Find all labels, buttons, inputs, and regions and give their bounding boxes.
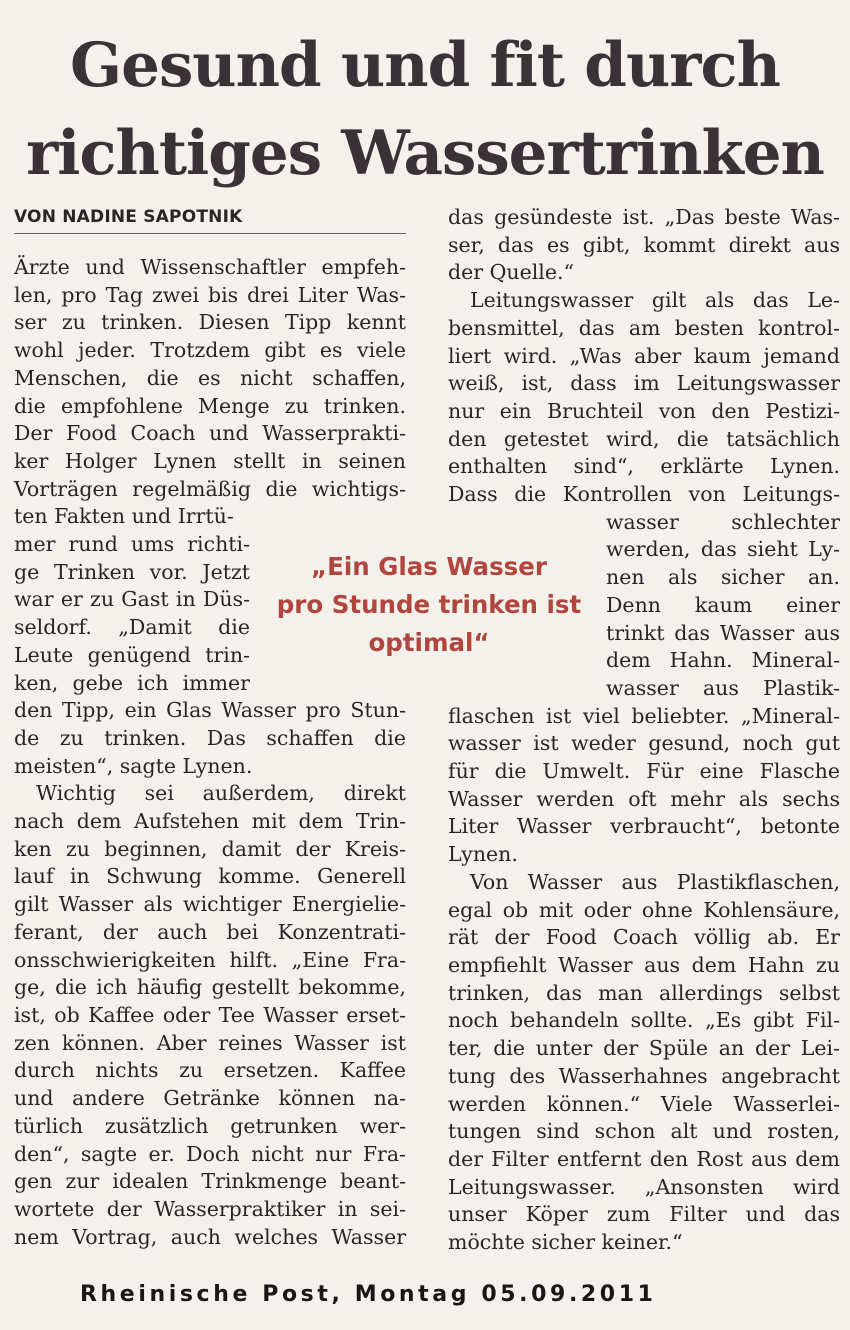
pull-quote-line: pro Stunde trinken ist [276, 590, 582, 619]
text-line: Der Food Coach und Wasserprakti- [14, 421, 406, 446]
text-line: nem Vortrag, auch welches Wasser [14, 1224, 406, 1249]
pull-quote [272, 548, 586, 662]
text-line: ker Holger Lynen stellt in seinen [14, 448, 406, 473]
text-line: trinken, das man allerdings selbst [448, 980, 840, 1005]
text-line: werden, das sieht Ly- [606, 537, 840, 562]
text-line: Leitungswasser gilt als das Le- [470, 288, 840, 313]
headline-line: richtiges Wassertrinken [26, 118, 824, 189]
text-line: durch nichts zu ersetzen. Kaffee [14, 1058, 406, 1083]
text-line: Leitungswasser. „Ansonsten wird [448, 1174, 840, 1199]
text-line: Wasser werden oft mehr als sechs [448, 786, 840, 811]
pull-quote-line: optimal“ [368, 628, 490, 657]
text-line: dem Hahn. Mineral- [606, 648, 840, 673]
text-line: ken zu beginnen, damit der Kreis- [14, 836, 406, 861]
text-line: den getestet wird, die tatsächlich [448, 426, 840, 451]
source-caption: Rheinische Post, Montag 05.09.2011 [80, 1282, 657, 1307]
text-line: Von Wasser aus Plastikflaschen, [470, 869, 840, 894]
text-line: Liter Wasser verbraucht“, betonte [448, 814, 840, 839]
text-line: ge, die ich häufig gestellt bekomme, [14, 975, 406, 1000]
text-line: tungen sind schon alt und rosten, [448, 1119, 840, 1144]
text-line: ten Fakten und Irrtü- [14, 504, 234, 529]
text-line: wortete der Wasserpraktiker in sei- [14, 1196, 406, 1221]
text-line: den“, sagte er. Doch nicht nur Fra- [14, 1141, 406, 1166]
text-line: enthalten sind“, erklärte Lynen. [448, 454, 840, 479]
text-line: wasser ist weder gesund, noch gut [448, 731, 840, 756]
text-line: zen können. Aber reines Wasser ist [14, 1030, 406, 1055]
text-line: gen zur idealen Trinkmenge beant- [14, 1169, 406, 1194]
text-line: war er zu Gast in Düs- [14, 587, 250, 612]
text-line: noch behandeln sollte. „Es gibt Fil- [448, 1008, 840, 1033]
text-line: de zu trinken. Das schaffen die [14, 725, 406, 750]
text-line: die empfohlene Menge zu trinken. [14, 393, 406, 418]
article-column-right [448, 204, 840, 1257]
text-line: meisten“, sagte Lynen. [14, 753, 253, 778]
text-line: ter, die unter der Spüle an der Lei- [448, 1036, 840, 1061]
text-line: Dass die Kontrollen von Leitungs- [448, 482, 840, 507]
text-line: ist, ob Kaffee oder Tee Wasser erset- [14, 1002, 406, 1027]
text-line: unser Köper zum Filter und das [448, 1202, 840, 1227]
text-line: ken, gebe ich immer [14, 670, 250, 695]
text-line: türlich zusätzlich getrunken wer- [14, 1113, 406, 1138]
text-line: nach dem Aufstehen mit dem Trin- [14, 809, 406, 834]
text-line: tung des Wasserhahnes angebracht [448, 1063, 840, 1088]
byline: VON NADINE SAPOTNIK [14, 207, 406, 234]
text-line: gilt Wasser als wichtiger Energielie- [14, 892, 406, 917]
article-column-left [14, 254, 406, 1251]
text-line: den Tipp, ein Glas Wasser pro Stun- [14, 698, 406, 723]
text-line: ser, das es gibt, kommt direkt aus [448, 232, 840, 257]
text-line: für die Umwelt. Für eine Flasche [448, 759, 840, 784]
text-line: Lynen. [448, 842, 518, 867]
text-line: flaschen ist viel beliebter. „Mineral- [448, 703, 840, 728]
text-line: und andere Getränke können na- [14, 1086, 406, 1111]
text-line: len, pro Tag zwei bis drei Liter Was- [14, 282, 406, 307]
text-line: wasser schlechter [606, 509, 840, 534]
text-line: rät der Food Coach völlig ab. Er [448, 925, 840, 950]
text-line: nen als sicher an. [606, 565, 840, 590]
text-line: ser zu trinken. Diesen Tipp kennt [14, 310, 406, 335]
text-line: Vorträgen regelmäßig die wichtigs- [14, 476, 406, 501]
text-line: mer rund ums richti- [14, 532, 250, 557]
text-line: das gesündeste ist. „Das beste Was- [448, 205, 840, 229]
text-line: weiß, ist, dass im Leitungswasser [448, 371, 840, 396]
text-line: seldorf. „Damit die [14, 615, 250, 640]
text-line: nur ein Bruchteil von den Pestizi- [448, 398, 840, 423]
text-line: Wichtig sei außerdem, direkt [36, 781, 406, 806]
text-line: werden können.“ Viele Wasserlei- [448, 1091, 840, 1116]
text-line: wohl jeder. Trotzdem gibt es viele [14, 338, 406, 363]
text-line: bensmittel, das am besten kontrol- [448, 315, 840, 340]
text-line: Ärzte und Wissenschaftler empfeh- [14, 255, 406, 279]
text-line: der Quelle.“ [448, 260, 574, 285]
text-line: trinkt das Wasser aus [606, 620, 840, 645]
text-line: Menschen, die es nicht schaffen, [14, 365, 406, 390]
text-line: lauf in Schwung komme. Generell [14, 864, 406, 889]
text-line: möchte sicher keiner.“ [448, 1230, 683, 1255]
article-headline [0, 22, 850, 198]
text-line: ferant, der auch bei Konzentrati- [14, 919, 406, 944]
text-line: liert wird. „Was aber kaum jemand [448, 343, 840, 368]
headline-line: Gesund und fit durch [70, 30, 780, 101]
text-line: ge Trinken vor. Jetzt [14, 559, 250, 584]
text-line: onsschwierigkeiten hilft. „Eine Fra- [14, 947, 406, 972]
text-line: egal ob mit oder ohne Kohlensäure, [448, 897, 840, 922]
text-line: empfiehlt Wasser aus dem Hahn zu [448, 952, 840, 977]
text-line: der Filter entfernt den Rost aus dem [448, 1146, 840, 1171]
text-line: Leute genügend trin- [14, 642, 250, 667]
text-line: Denn kaum einer [606, 592, 840, 617]
text-line: wasser aus Plastik- [606, 675, 840, 700]
pull-quote-line: „Ein Glas Wasser [311, 552, 547, 581]
